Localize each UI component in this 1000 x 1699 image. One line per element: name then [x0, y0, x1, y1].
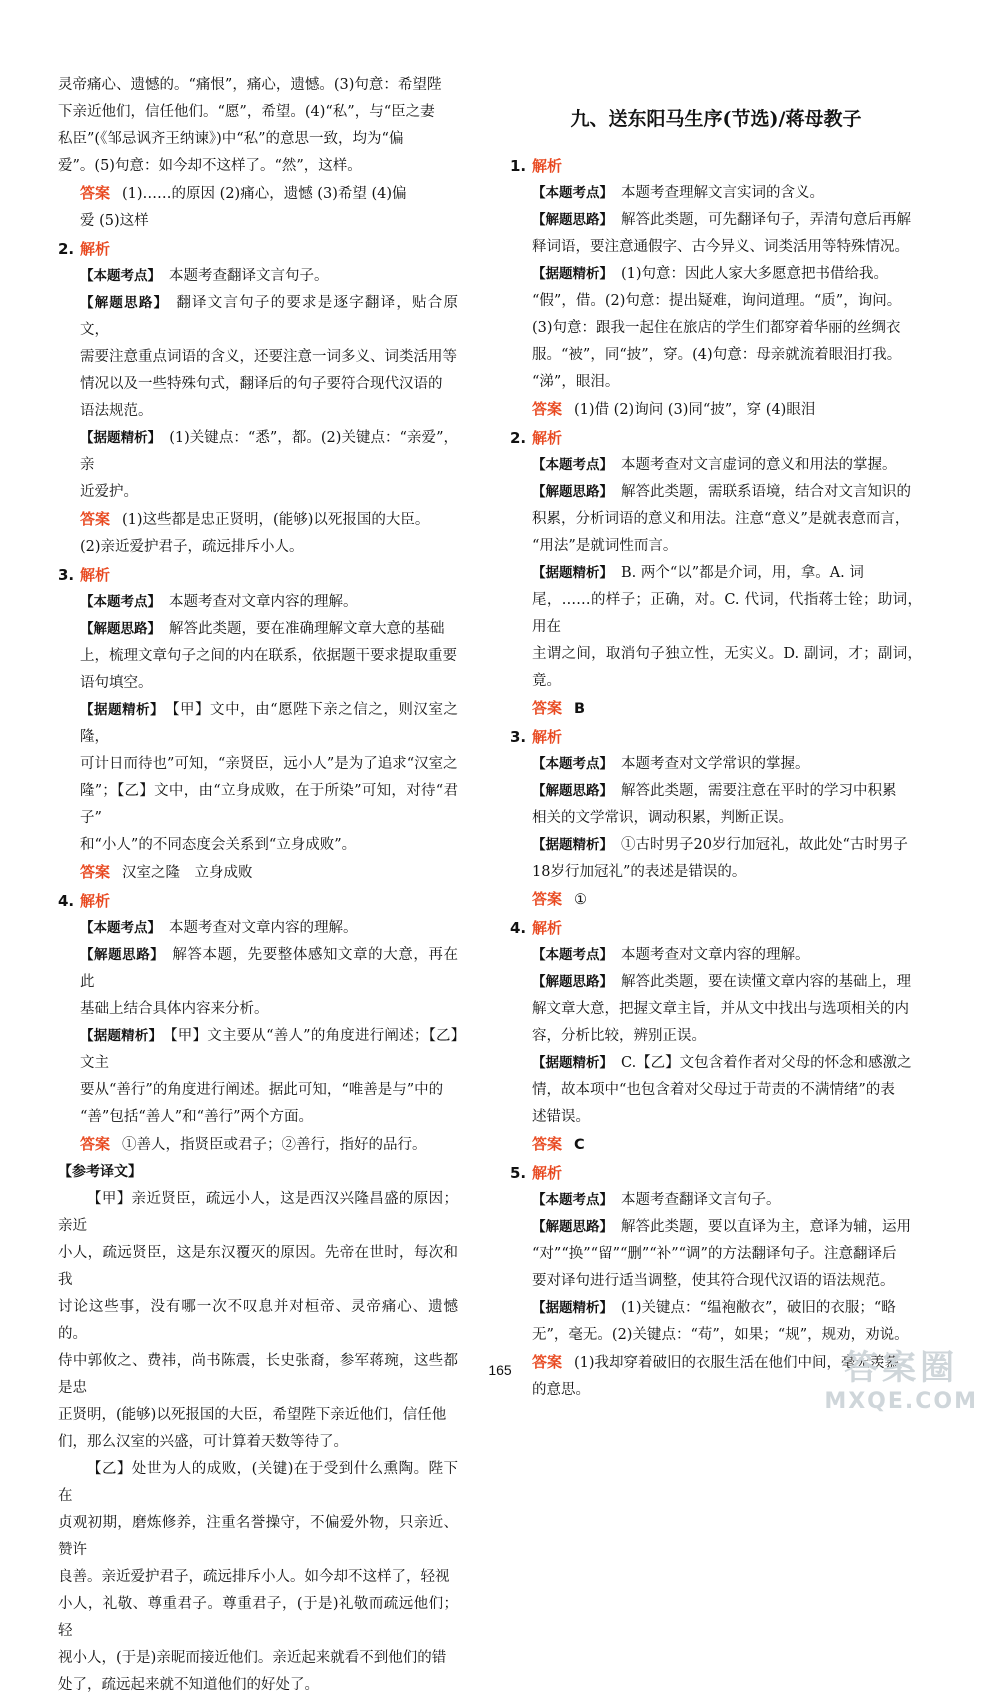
silu-tag: 【解题思路】 [532, 1219, 613, 1235]
kaodian-text: 本题考查理解文言实词的含义。 [621, 185, 824, 201]
kaodian-text: 本题考查对文学常识的掌握。 [621, 756, 810, 772]
analysis-label: 解析 [532, 728, 563, 746]
question-heading [510, 424, 922, 452]
text-line: 解答此类题，需要注意在平时的学习中积累 [621, 783, 897, 799]
text-line: B. 两个“以”都是介词，用，拿。A. 词 [621, 565, 864, 581]
jingxi-tag: 【据题精析】 [532, 266, 613, 282]
answer-text: 汉室之隆 立身成败 [122, 865, 253, 881]
jingxi-row [510, 1050, 922, 1077]
answer-text: (2)亲近爱护君子，疏远排斥小人。 [80, 539, 304, 555]
text-line: 灵帝痛心、遗憾的。“痛恨”，痛心，遗憾。(3)句意：希望陛 [58, 77, 442, 93]
kaodian-text: 本题考查对文章内容的理解。 [621, 947, 810, 963]
text-line: 无”，毫无。(2)关键点：“苟”，如果；“规”，规劝，劝说。 [532, 1327, 909, 1343]
kaodian-tag: 【本题考点】 [532, 185, 613, 201]
text-line: 良善。亲近爱护君子，疏远排斥小人。如今却不这样了，轻视 [58, 1569, 450, 1585]
watermark-text: 答案圈 [844, 1348, 959, 1388]
watermark-url: MXQE.COM [824, 1389, 978, 1414]
kaodian-tag: 【本题考点】 [80, 920, 161, 936]
text-line: 翻译文言句子的要求是逐字翻译，贴合原文， [80, 295, 459, 338]
text-line: 隆”；【乙】文中，由“立身成败，在于所染”可知，对待“君子” [80, 783, 458, 826]
question-heading [510, 1159, 922, 1187]
answer-label: 答案 [532, 890, 563, 908]
jingxi-tag: 【据题精析】 [532, 565, 613, 581]
question-number: 3. [58, 566, 75, 584]
left-column [58, 72, 458, 1699]
kaodian-row [58, 589, 458, 616]
silu-row [58, 616, 458, 643]
text-line: 容，分析比较，辨别正误。 [532, 1028, 706, 1044]
kaodian-text: 本题考查翻译文言句子。 [169, 268, 329, 284]
text-line: 和“小人”的不同态度会关系到“立身成败”。 [80, 837, 357, 853]
text-line: 18岁行加冠礼”的表述是错误的。 [532, 864, 747, 880]
kaodian-tag: 【本题考点】 [532, 1192, 613, 1208]
answer-label: 答案 [80, 184, 111, 202]
jingxi-tag: 【据题精析】 [80, 702, 165, 718]
answer-label: 答案 [80, 863, 111, 881]
jingxi-tag: 【据题精析】 [532, 1055, 613, 1071]
kaodian-text: 本题考查对文章内容的理解。 [169, 594, 358, 610]
text-line: 解答本题，先要整体感知文章的大意，再在此 [80, 947, 458, 990]
text-line: 下亲近他们，信任他们。“愿”，希望。(4)“私”，与“臣之妻 [58, 104, 435, 120]
text-line: 要从“善行”的角度进行阐述。据此可知，“唯善是与”中的 [80, 1082, 444, 1098]
jingxi-row [510, 261, 922, 288]
text-line: 解答此类题，可先翻译句子，弄清句意后再解 [621, 212, 911, 228]
text-line: 私臣”(《邹忌讽齐王纳谏》)中“私”的意思一致，均为“偏 [58, 131, 404, 147]
silu-tag: 【解题思路】 [532, 974, 613, 990]
kaodian-tag: 【本题考点】 [532, 947, 613, 963]
text-line: 语法规范。 [80, 403, 153, 419]
silu-row [510, 1214, 922, 1241]
kaodian-row [58, 263, 458, 290]
text-line: (1)关键点：“悉”，都。(2)关键点：“亲爱”，亲 [80, 430, 459, 473]
answer-text: 爱 (5)这样 [80, 213, 149, 229]
answer-text: B [574, 701, 586, 717]
kaodian-row [510, 452, 922, 479]
analysis-label: 解析 [532, 919, 563, 937]
text-line: 需要注意重点词语的含义，还要注意一词多义、词类活用等 [80, 349, 457, 365]
page-number: 165 [488, 1362, 512, 1378]
text-line: 要对译句进行适当调整，使其符合现代汉语的语法规范。 [532, 1273, 895, 1289]
answer-text: ① [574, 892, 588, 908]
text-line: 们，那么汉室的兴盛，可计算着天数等待了。 [58, 1434, 348, 1450]
answer-text: C [574, 1137, 585, 1153]
kaodian-tag: 【本题考点】 [532, 756, 613, 772]
answer-label: 答案 [532, 1353, 563, 1371]
text-line: 情况以及一些特殊句式，翻译后的句子要符合现代汉语的 [80, 376, 443, 392]
silu-row [510, 778, 922, 805]
text-line: (1)关键点：“缊袍敝衣”，破旧的衣服；“略 [621, 1300, 896, 1316]
answer-row [58, 180, 458, 208]
text-line: (3)句意：跟我一起住在旅店的学生们都穿着华丽的丝绸衣 [532, 320, 901, 336]
text-line: 讨论这些事，没有哪一次不叹息并对桓帝、灵帝痛心、遗憾的。 [58, 1299, 458, 1342]
kaodian-tag: 【本题考点】 [80, 268, 161, 284]
text-line: 述错误。 [532, 1109, 590, 1125]
answer-row [58, 1131, 458, 1159]
silu-tag: 【解题思路】 [80, 947, 165, 963]
answer-label: 答案 [80, 510, 111, 528]
text-line: 解答此类题，要在准确理解文章大意的基础 [169, 621, 445, 637]
jingxi-tag: 【据题精析】 [532, 1300, 613, 1316]
jingxi-row [510, 832, 922, 859]
jingxi-row [510, 1295, 922, 1322]
text-line: 处了，疏远起来就不知道他们的好处了。 [58, 1677, 319, 1693]
text-line: 解答此类题，需联系语境，结合对文言知识的 [621, 484, 911, 500]
text-line: 爱”。(5)句意：如今却不这样了。“然”，这样。 [58, 158, 362, 174]
answer-text: (1)借 (2)询问 (3)同“披”，穿 (4)眼泪 [574, 402, 816, 418]
text-line: ①古时男子20岁行加冠礼，故此处“古时男子 [621, 837, 908, 853]
text-line: 相关的文学常识，调动积累，判断正误。 [532, 810, 793, 826]
text-line: 解答此类题，要在读懂文章内容的基础上，理 [621, 974, 911, 990]
answer-text: 的意思。 [532, 1382, 590, 1398]
answer-label: 答案 [532, 699, 563, 717]
kaodian-row [58, 915, 458, 942]
answer-row [58, 506, 458, 534]
text-line: 【甲】文主要从“善人”的角度进行阐述；【乙】文主 [80, 1028, 459, 1071]
answer-text: (1)这些都是忠正贤明，(能够)以死报国的大臣。 [122, 512, 430, 528]
text-line: 视小人，(于是)亲昵而接近他们。亲近起来就看不到他们的错 [58, 1650, 447, 1666]
question-number: 4. [58, 892, 75, 910]
silu-row [58, 942, 458, 996]
silu-tag: 【解题思路】 [532, 783, 613, 799]
text-line: “对”“换”“留”“删”“补”“调”的方法翻译句子。注意翻译后 [532, 1246, 897, 1262]
silu-tag: 【解题思路】 [532, 484, 613, 500]
kaodian-row [510, 751, 922, 778]
text-line: 情，故本项中“也包含着对父母过于苛责的不满情绪”的表 [532, 1082, 895, 1098]
text-line: 基础上结合具体内容来分析。 [80, 1001, 269, 1017]
text-line: 侍中郭攸之、费祎，尚书陈震，长史张裔，参军蒋琬，这些都是忠 [58, 1353, 458, 1396]
answer-label: 答案 [532, 1135, 563, 1153]
text-line: 积累，分析词语的意义和用法。注意“意义”是就表意而言， [532, 511, 910, 527]
analysis-label: 解析 [532, 157, 563, 175]
question-number: 2. [58, 240, 75, 258]
silu-row [510, 969, 922, 996]
question-heading [58, 887, 458, 915]
kaodian-text: 本题考查翻译文言句子。 [621, 1192, 781, 1208]
text-line: 近爱护。 [80, 484, 138, 500]
kaodian-row [510, 180, 922, 207]
answer-row [510, 1131, 922, 1159]
text-line: 小人，礼敬、尊重君子。尊重君子，(于是)礼敬而疏远他们；轻 [58, 1596, 458, 1639]
kaodian-row [510, 942, 922, 969]
silu-row [510, 207, 922, 234]
silu-tag: 【解题思路】 [532, 212, 613, 228]
text-line: “用法”是就词性而言。 [532, 538, 678, 554]
text-line: 【甲】亲近贤臣，疏远小人，这是西汉兴隆昌盛的原因；亲近 [58, 1191, 458, 1234]
text-line: C.【乙】文包含着作者对父母的怀念和感激之 [621, 1055, 912, 1071]
silu-row [510, 479, 922, 506]
jingxi-tag: 【据题精析】 [80, 430, 162, 446]
analysis-label: 解析 [80, 892, 111, 910]
answer-text: ①善人，指贤臣或君子；②善行，指好的品行。 [122, 1137, 427, 1153]
question-heading [510, 152, 922, 180]
silu-tag: 【解题思路】 [80, 295, 169, 311]
silu-tag: 【解题思路】 [80, 621, 161, 637]
question-number: 3. [510, 728, 527, 746]
text-line: 上，梳理文章句子之间的内在联系，依据题干要求提取重要 [80, 648, 457, 664]
right-column [510, 152, 922, 1404]
analysis-label: 解析 [80, 566, 111, 584]
text-line: “涕”，眼泪。 [532, 374, 620, 390]
answer-label: 答案 [80, 1135, 111, 1153]
section-title: 九、送东阳马生序(节选)/蒋母教子 [570, 108, 862, 130]
text-line: 服。“被”，同“披”，穿。(4)句意：母亲就流着眼泪打我。 [532, 347, 902, 363]
text-line: 语句填空。 [80, 675, 153, 691]
jingxi-tag: 【据题精析】 [532, 837, 613, 853]
text-line: 主谓之间，取消句子独立性，无实义。D. 副词，才；副词，竟。 [532, 646, 922, 689]
jingxi-row [58, 1023, 458, 1077]
answer-row [510, 396, 922, 424]
answer-text: (1)我却穿着破旧的衣服生活在他们中间，毫无羡慕 [574, 1355, 900, 1371]
kaodian-tag: 【本题考点】 [532, 457, 613, 473]
jingxi-tag: 【据题精析】 [80, 1028, 163, 1044]
question-number: 2. [510, 429, 527, 447]
text-line: 【甲】文中，由“愿陛下亲之信之，则汉室之隆， [80, 702, 458, 745]
silu-row [58, 290, 458, 344]
question-number: 5. [510, 1164, 527, 1182]
jingxi-row [510, 560, 922, 587]
text-line: 贞观初期，磨炼修养，注重名誉操守，不偏爱外物，只亲近、赞许 [58, 1515, 458, 1558]
kaodian-row [510, 1187, 922, 1214]
text-line: 可计日而待也”可知，“亲贤臣，远小人”是为了追求“汉室之 [80, 756, 458, 772]
text-line: 尾，……的样子；正确，对。C. 代词，代指蒋士铨；助词，用在 [532, 592, 922, 635]
reference-heading: 【参考译文】 [58, 1164, 142, 1180]
text-line: (1)句意：因此人家大多愿意把书借给我。 [621, 266, 889, 282]
text-line: 小人，疏远贤臣，这是东汉覆灭的原因。先帝在世时，每次和我 [58, 1245, 458, 1288]
jingxi-row [58, 697, 458, 751]
question-heading [58, 561, 458, 589]
answer-text: (1)……的原因 (2)痛心，遗憾 (3)希望 (4)偏 [122, 186, 407, 202]
question-heading [58, 235, 458, 263]
question-number: 4. [510, 919, 527, 937]
watermark-logo [824, 1340, 978, 1414]
kaodian-tag: 【本题考点】 [80, 594, 161, 610]
text-line: 解答此类题，要以直译为主，意译为辅，运用 [621, 1219, 911, 1235]
kaodian-text: 本题考查对文章内容的理解。 [169, 920, 358, 936]
answer-row [510, 695, 922, 723]
text-line: 解文章大意，把握文章主旨，并从文中找出与选项相关的内 [532, 1001, 909, 1017]
text-line: 正贤明，(能够)以死报国的大臣，希望陛下亲近他们，信任他 [58, 1407, 447, 1423]
answer-label: 答案 [532, 400, 563, 418]
text-line: “善”包括“善人”和“善行”两个方面。 [80, 1109, 313, 1125]
text-line: 【乙】处世为人的成败，(关键)在于受到什么熏陶。陛下在 [58, 1461, 458, 1504]
text-line: “假”，借。(2)句意：提出疑难，询问道理。“质”，询问。 [532, 293, 902, 309]
answer-row [510, 886, 922, 914]
kaodian-text: 本题考查对文言虚词的意义和用法的掌握。 [621, 457, 897, 473]
answer-row [58, 859, 458, 887]
question-heading [510, 914, 922, 942]
text-line: 释词语，要注意通假字、古今异义、词类活用等特殊情况。 [532, 239, 909, 255]
question-heading [510, 723, 922, 751]
analysis-label: 解析 [532, 429, 563, 447]
jingxi-row [58, 425, 458, 479]
analysis-label: 解析 [532, 1164, 563, 1182]
analysis-label: 解析 [80, 240, 111, 258]
question-number: 1. [510, 157, 527, 175]
